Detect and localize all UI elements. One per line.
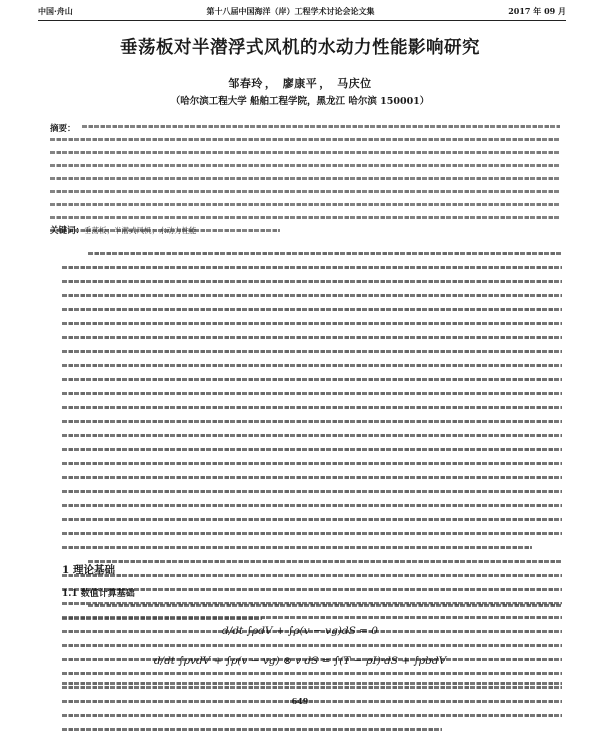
header-date: 2017 年 09 月 xyxy=(508,5,566,16)
section-heading: 1 理论基础 xyxy=(62,564,115,576)
author-2: 廖康平 xyxy=(282,77,318,90)
header-conference: 第十八届中国海洋（岸）工程学术讨论会论文集 xyxy=(206,5,375,16)
running-header xyxy=(38,4,566,21)
continuity-equation: d/dt ∫ρdV + ∫ρ(v − vg)dS = 0 xyxy=(222,625,378,637)
keywords-text: 垂荡板；半潜式风机；水动力性能 xyxy=(84,226,197,235)
author-list: 邹春玲 ， 廖康平 ， 马庆位 xyxy=(228,77,372,90)
paper-title: 垂荡板对半潜浮式风机的水动力性能影响研究 xyxy=(120,38,480,58)
header-location: 中国·舟山 xyxy=(38,5,73,16)
affiliation: （哈尔滨工程大学 船舶工程学院，黑龙江 哈尔滨 150001） xyxy=(170,96,430,107)
keywords-label: 关键词： xyxy=(50,226,85,236)
author-3: 马庆位 xyxy=(337,77,372,90)
author-1: 邹春玲 xyxy=(228,77,263,90)
abstract-label: 摘要： xyxy=(50,124,76,134)
subsection-heading: 1.1 数值计算基础 xyxy=(62,589,135,599)
keywords-row xyxy=(50,224,197,236)
page-number: 649 xyxy=(291,696,309,706)
momentum-equation: d/dt ∫ρvdV + ∫ρ(v − vg) ⊗ v dS = ∫(T − pI)·dS + ∫ρbdV xyxy=(153,655,447,667)
